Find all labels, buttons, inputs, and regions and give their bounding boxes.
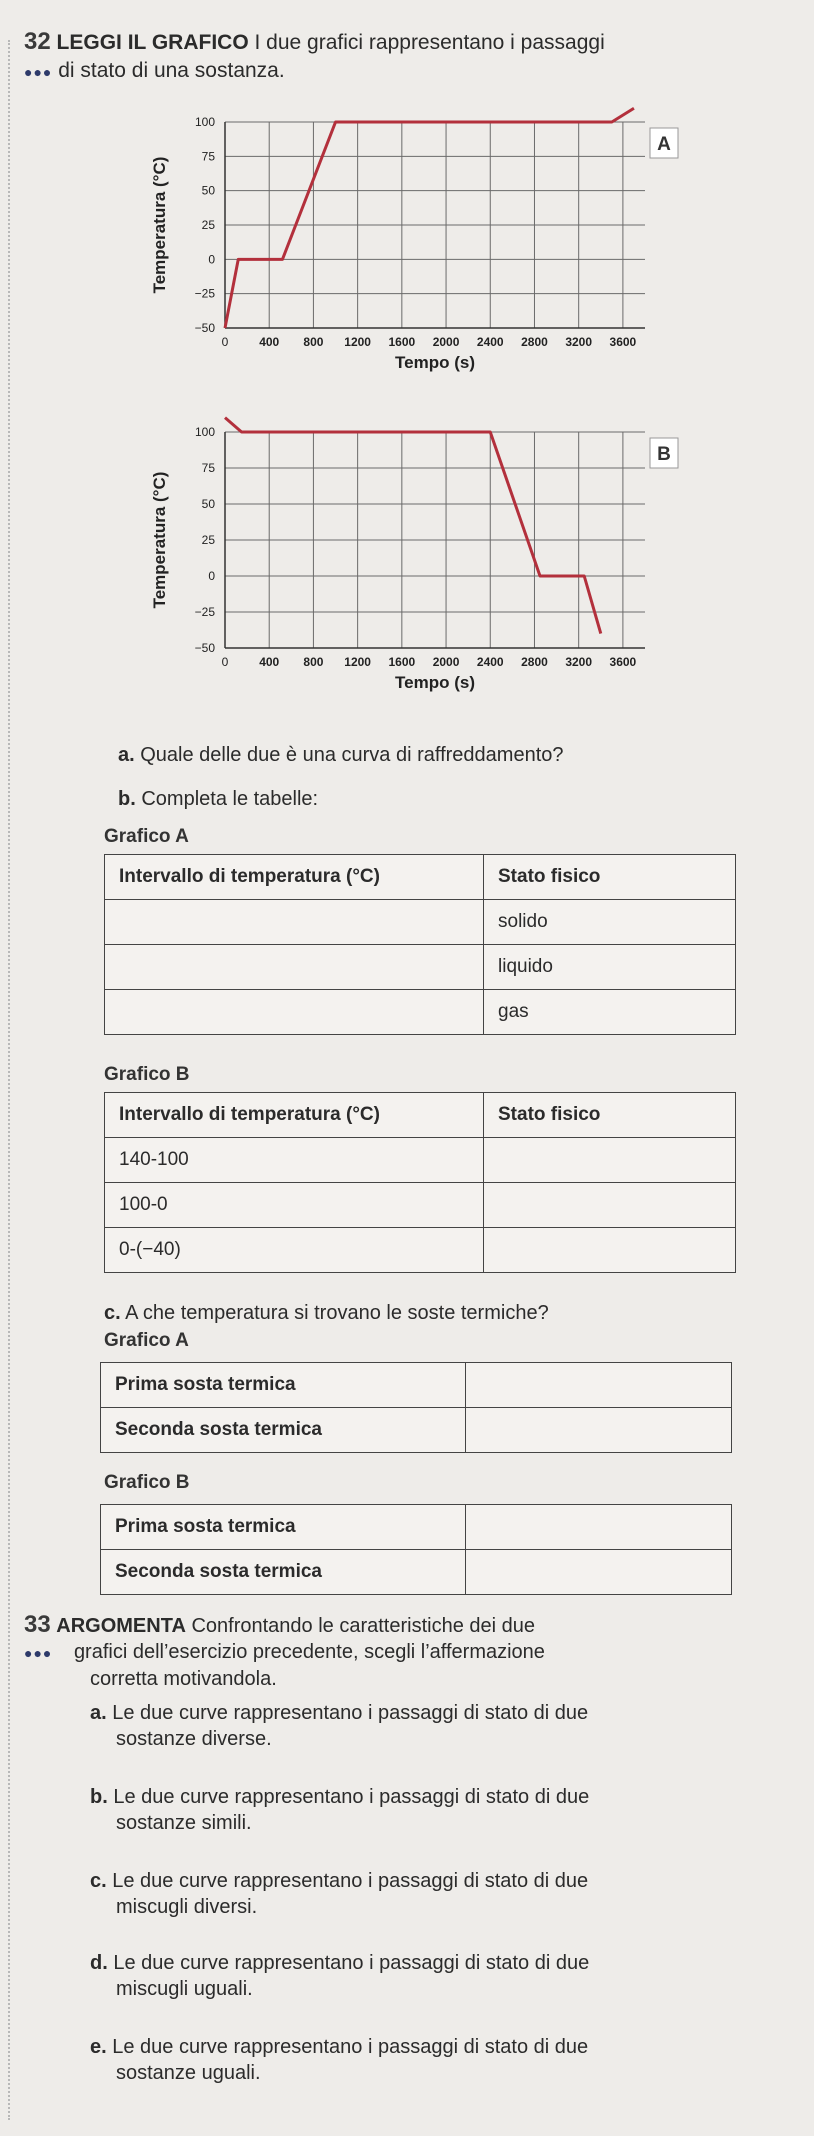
option-e[interactable] — [90, 2034, 770, 2086]
table-cell-input[interactable] — [484, 1183, 736, 1228]
table-row-label: Seconda sosta termica — [101, 1550, 466, 1595]
exercise-number: 32 — [24, 28, 51, 55]
option-c[interactable] — [90, 1868, 770, 1920]
x-tick-label: 2400 — [476, 335, 504, 349]
chart-label-letter: B — [657, 444, 671, 465]
exercise-33-header — [24, 1612, 784, 1692]
option-text: miscugli diversi. — [116, 1896, 258, 1918]
table-header: Intervallo di temperatura (°C) — [105, 1093, 484, 1138]
table-cell: 100-0 — [105, 1183, 484, 1228]
exercise-text-line2: di stato di una sostanza. — [58, 59, 285, 82]
x-tick-label: 3200 — [565, 655, 593, 669]
y-tick-label: 75 — [201, 149, 215, 164]
series-line-B — [225, 418, 601, 634]
chart-a-svg — [120, 100, 680, 400]
question-letter: a. — [118, 744, 135, 766]
y-axis-label: Temperatura (°C) — [150, 156, 169, 294]
series-line-A — [225, 108, 634, 328]
table-cell-input[interactable] — [466, 1505, 732, 1550]
table-cell: liquido — [484, 945, 736, 990]
chart-a — [120, 100, 680, 400]
x-tick-label: 400 — [259, 655, 280, 669]
option-letter: a. — [90, 1702, 107, 1724]
option-letter: c. — [90, 1870, 107, 1892]
y-tick-label: −25 — [194, 286, 215, 301]
option-letter: b. — [90, 1786, 108, 1808]
y-tick-label: 25 — [201, 533, 215, 547]
table-header: Stato fisico — [484, 1093, 736, 1138]
table-grafico-b-stati — [104, 1092, 736, 1273]
x-tick-label: 0 — [221, 335, 229, 349]
x-tick-label: 2000 — [432, 655, 460, 669]
x-tick-label: 1200 — [344, 655, 371, 669]
table-cell: 140-100 — [105, 1138, 484, 1183]
table-grafico-b-soste — [100, 1504, 732, 1595]
question-a — [118, 742, 564, 768]
y-tick-label: 100 — [194, 425, 215, 439]
option-letter: e. — [90, 2036, 107, 2058]
question-c — [104, 1300, 549, 1326]
x-axis-label: Tempo (s) — [395, 673, 475, 692]
question-letter: c. — [104, 1302, 121, 1324]
question-text: Completa le tabelle: — [141, 788, 319, 810]
x-tick-label: 2800 — [521, 655, 548, 669]
exercise-number: 33 — [24, 1611, 51, 1638]
table-caption: Grafico B — [104, 1064, 190, 1085]
option-b[interactable] — [90, 1784, 770, 1836]
table-cell-input[interactable] — [105, 990, 484, 1035]
x-tick-label: 2800 — [521, 335, 548, 349]
exercise-tag: LEGGI IL GRAFICO — [56, 31, 249, 54]
x-tick-label: 1600 — [388, 335, 416, 349]
table-grafico-a-soste — [100, 1362, 732, 1453]
table-cell-input[interactable] — [466, 1408, 732, 1453]
x-tick-label: 3200 — [565, 335, 593, 349]
chart-label-letter: A — [657, 134, 671, 155]
y-tick-label: −50 — [194, 321, 215, 335]
table-caption: Grafico B — [104, 1472, 190, 1493]
option-text: Le due curve rappresentano i passaggi di stato di due — [113, 1786, 590, 1808]
x-tick-label: 0 — [221, 655, 229, 669]
exercise-text-line3: corretta motivandola. — [90, 1668, 277, 1690]
table-cell-input[interactable] — [105, 900, 484, 945]
exercise-text-line2: grafici dell’esercizio precedente, scegli l’affermazione — [73, 1641, 545, 1663]
x-tick-label: 800 — [303, 335, 324, 349]
x-axis-label: Tempo (s) — [395, 353, 475, 372]
option-d[interactable] — [90, 1950, 770, 2002]
option-text: sostanze simili. — [116, 1812, 252, 1834]
y-tick-label: −50 — [194, 641, 215, 655]
y-tick-label: 50 — [201, 497, 215, 511]
margin-dotted-line — [8, 40, 10, 2120]
table-row-label: Seconda sosta termica — [101, 1408, 466, 1453]
x-tick-label: 3600 — [609, 655, 637, 669]
exercise-text-line1: Confrontando le caratteristiche dei due — [191, 1615, 535, 1637]
y-tick-label: 25 — [201, 218, 215, 232]
y-tick-label: 0 — [208, 569, 215, 583]
y-tick-label: 100 — [194, 115, 215, 129]
option-text: Le due curve rappresentano i passaggi di stato di due — [113, 1952, 590, 1974]
option-letter: d. — [90, 1952, 108, 1974]
option-text: miscugli uguali. — [116, 1978, 253, 2000]
option-text: sostanze diverse. — [116, 1728, 272, 1750]
table-cell-input[interactable] — [484, 1228, 736, 1273]
x-tick-label: 2000 — [432, 335, 460, 349]
question-letter: b. — [118, 788, 136, 810]
option-text: Le due curve rappresentano i passaggi di stato di due — [112, 1702, 589, 1724]
y-axis-label: Temperatura (°C) — [150, 471, 169, 609]
x-tick-label: 400 — [259, 335, 280, 349]
difficulty-dots-icon: ●●● — [24, 1645, 53, 1661]
y-tick-label: 0 — [208, 252, 215, 267]
exercise-text-line1: I due grafici rappresentano i passaggi — [254, 31, 605, 54]
option-text: Le due curve rappresentano i passaggi di stato di due — [112, 2036, 589, 2058]
question-text: A che temperatura si trovano le soste termiche? — [125, 1302, 549, 1324]
y-tick-label: −25 — [194, 605, 215, 619]
exercise-tag: ARGOMENTA — [56, 1615, 186, 1637]
table-cell-input[interactable] — [466, 1363, 732, 1408]
table-cell: 0-(−40) — [105, 1228, 484, 1273]
x-tick-label: 1600 — [388, 655, 416, 669]
table-header: Stato fisico — [484, 855, 736, 900]
table-cell: gas — [484, 990, 736, 1035]
question-b — [118, 786, 318, 812]
option-text: sostanze uguali. — [116, 2062, 261, 2084]
table-cell-input[interactable] — [466, 1550, 732, 1595]
x-tick-label: 2400 — [476, 655, 504, 669]
option-a[interactable] — [90, 1700, 770, 1752]
table-row-label: Prima sosta termica — [101, 1505, 466, 1550]
table-cell-input[interactable] — [105, 945, 484, 990]
chart-b — [120, 410, 680, 720]
chart-b-svg — [120, 410, 680, 720]
table-cell-input[interactable] — [484, 1138, 736, 1183]
table-cell: solido — [484, 900, 736, 945]
table-header: Intervallo di temperatura (°C) — [105, 855, 484, 900]
exercise-32-header — [24, 28, 804, 86]
x-tick-label: 3600 — [609, 335, 637, 349]
table-caption: Grafico A — [104, 1330, 189, 1351]
table-caption: Grafico A — [104, 826, 189, 847]
y-tick-label: 50 — [201, 183, 215, 198]
option-text: Le due curve rappresentano i passaggi di stato di due — [112, 1870, 589, 1892]
y-tick-label: 75 — [201, 461, 215, 475]
x-tick-label: 800 — [303, 655, 324, 669]
question-text: Quale delle due è una curva di raffreddamento? — [140, 744, 564, 766]
difficulty-dots-icon: ●●● — [24, 64, 53, 80]
table-row-label: Prima sosta termica — [101, 1363, 466, 1408]
x-tick-label: 1200 — [344, 335, 371, 349]
table-grafico-a-stati — [104, 854, 736, 1035]
